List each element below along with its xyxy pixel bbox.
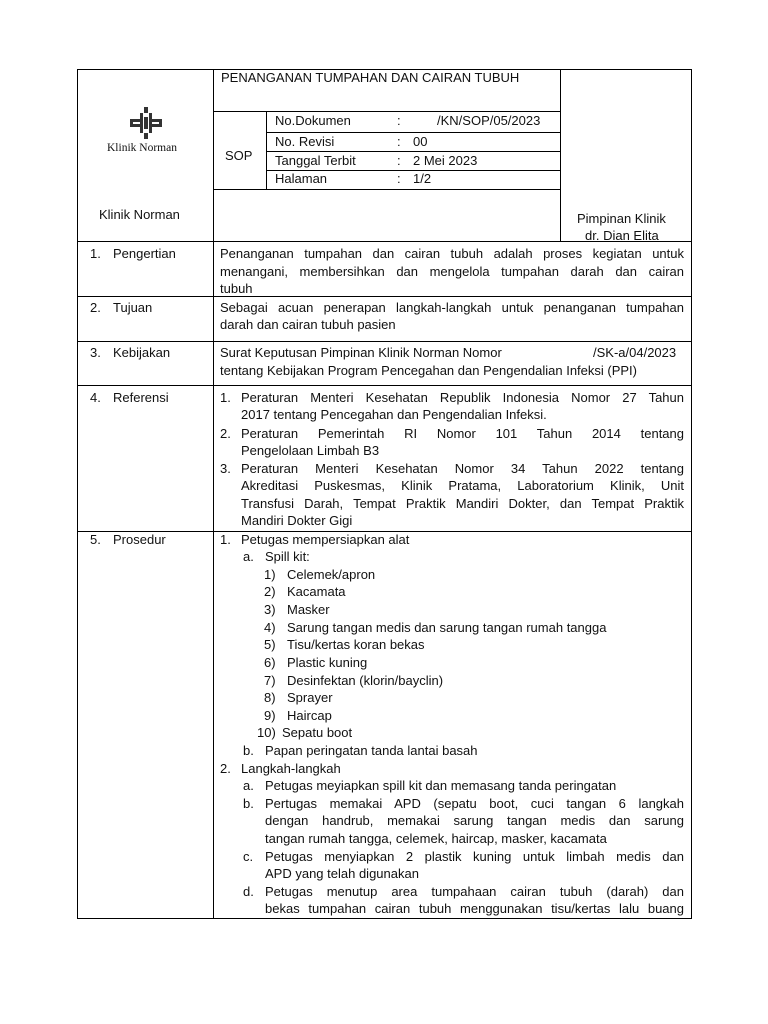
referensi-line: Mandiri Dokter Gigi [241,513,353,528]
prosedur-substep: bekas tumpahan cairan tubuh menggunakan tisu/kertas lalu buang [265,901,684,916]
section-label-kebijakan: Kebijakan [113,345,171,360]
signatory-title: Pimpinan Klinik [577,211,666,226]
meta-label-no-dokumen: No.Dokumen [275,113,351,128]
sop-document [77,69,692,919]
table-border-bottom [77,918,692,919]
kit-item-number: 9) [264,708,276,723]
prosedur-step: Langkah-langkah [241,761,341,776]
kit-item: Desinfektan (klorin/bayclin) [287,673,444,688]
kebijakan-sk-number: /SK-a/04/2023 [593,345,677,360]
table-border-left [77,69,78,919]
prosedur-substep: Pertugas memakai APD (sepatu boot, cuci tangan 6 langkah [265,796,684,811]
kit-item-number: 5) [264,637,276,652]
prosedur-substep: Spill kit: [265,549,310,564]
referensi-number: 2. [220,426,231,441]
referensi-line: 2017 tentang Pencegahan dan Pengendalian Infeksi. [241,407,547,422]
row-divider-3 [77,341,692,342]
referensi-line: Peraturan Menteri Kesehatan Republik Indonesia Nomor 27 Tahun [241,390,684,405]
prosedur-substep-letter: d. [243,884,254,899]
sop-label: SOP [225,148,253,163]
kit-item-number: 4) [264,620,276,635]
prosedur-substep: tangan rumah tangga, celemek, haircap, masker, kacamata [265,831,607,846]
meta-label-halaman: Halaman [275,171,328,186]
meta-sep: : [397,171,401,186]
pengertian-line: tubuh [220,281,253,296]
prosedur-substep-letter: b. [243,743,254,758]
meta-sep: : [397,113,401,128]
kit-item: Plastic kuning [287,655,368,670]
kit-item: Sepatu boot [282,725,353,740]
sop-divider [266,111,267,189]
section-number: 4. [90,390,101,405]
kit-item-number: 7) [264,673,276,688]
logo-text: Klinik Norman [107,142,177,154]
prosedur-substep: Petugas meyiapkan spill kit dan memasang tanda peringatan [265,778,617,793]
section-label-referensi: Referensi [113,390,169,405]
kit-item: Sprayer [287,690,333,705]
signatory-name: dr. Dian Elita [585,228,659,243]
kit-item: Haircap [287,708,332,723]
referensi-number: 1. [220,390,231,405]
meta-value-no-dokumen: /KN/SOP/05/2023 [437,113,541,128]
clinic-name: Klinik Norman [99,207,180,222]
section-number: 3. [90,345,101,360]
section-label-tujuan: Tujuan [113,300,153,315]
row-divider-2 [77,296,692,297]
kit-item: Celemek/apron [287,567,376,582]
prosedur-step-number: 1. [220,532,231,547]
prosedur-substep: dengan handrub, memakai sarung tangan medis dan sarung [265,813,684,828]
tujuan-line: darah dan cairan tubuh pasien [220,317,396,332]
pengertian-line: menangani, membersihkan dan mengelola tumpahan darah dan cairan [220,264,684,279]
kit-item: Kacamata [287,584,346,599]
meta-value-no-revisi: 00 [413,134,428,149]
prosedur-substep: APD yang telah digunakan [265,866,419,881]
prosedur-substep-letter: b. [243,796,254,811]
meta-value-tanggal: 2 Mei 2023 [413,153,478,168]
referensi-line: Transfusi Darah, Tempat Praktik Mandiri Dokter, dan Tempat Praktik [241,496,684,511]
meta-label-tanggal: Tanggal Terbit [275,153,356,168]
kit-item-number: 10) [257,725,276,740]
tujuan-line: Sebagai acuan penerapan langkah-langkah untuk penanganan tumpahan [220,300,684,315]
meta-label-no-revisi: No. Revisi [275,134,335,149]
kit-item: Sarung tangan medis dan sarung tangan rumah tangga [287,620,607,635]
referensi-line: Peraturan Pemerintah RI Nomor 101 Tahun 2014 tentang [241,426,684,441]
prosedur-substep-letter: a. [243,778,254,793]
table-border-right [691,69,692,919]
referensi-line: Pengelolaan Limbah B3 [241,443,380,458]
kit-item-number: 2) [264,584,276,599]
meta-divider-4 [213,189,560,190]
referensi-line: Peraturan Menteri Kesehatan Nomor 34 Tahun 2022 tentang [241,461,684,476]
kit-item-number: 6) [264,655,276,670]
section-number: 2. [90,300,101,315]
section-number: 5. [90,532,101,547]
kit-item: Masker [287,602,330,617]
meta-value-halaman: 1/2 [413,171,432,186]
row-divider-4 [77,385,692,386]
column-divider [213,69,214,919]
prosedur-substep: Papan peringatan tanda lantai basah [265,743,478,758]
prosedur-step-number: 2. [220,761,231,776]
prosedur-substep: Petugas menutup area tumpahaan cairan tubuh (darah) dan [265,884,684,899]
document-title: PENANGANAN TUMPAHAN DAN CAIRAN TUBUH [221,70,520,85]
referensi-line: Akreditasi Puskesmas, Klinik Pratama, Laboratorium Klinik, Unit [241,478,684,493]
referensi-number: 3. [220,461,231,476]
prosedur-substep-letter: a. [243,549,254,564]
header-right-divider [560,69,561,241]
prosedur-step: Petugas mempersiapkan alat [241,532,410,547]
meta-sep: : [397,153,401,168]
kit-item-number: 8) [264,690,276,705]
prosedur-substep-letter: c. [243,849,254,864]
kit-item: Tisu/kertas koran bekas [287,637,425,652]
kit-item-number: 1) [264,567,276,582]
kit-item-number: 3) [264,602,276,617]
section-number: 1. [90,246,101,261]
meta-sep: : [397,134,401,149]
section-label-pengertian: Pengertian [113,246,176,261]
section-label-prosedur: Prosedur [113,532,166,547]
pengertian-line: Penanganan tumpahan dan cairan tubuh adalah proses kegiatan untuk [220,246,684,261]
kebijakan-line: Surat Keputusan Pimpinan Klinik Norman Nomor [220,345,502,360]
prosedur-substep: Petugas menyiapkan 2 plastik kuning untuk limbah medis dan [265,849,684,864]
kebijakan-line: tentang Kebijakan Program Pencegahan dan Pengendalian Infeksi (PPI) [220,363,638,378]
